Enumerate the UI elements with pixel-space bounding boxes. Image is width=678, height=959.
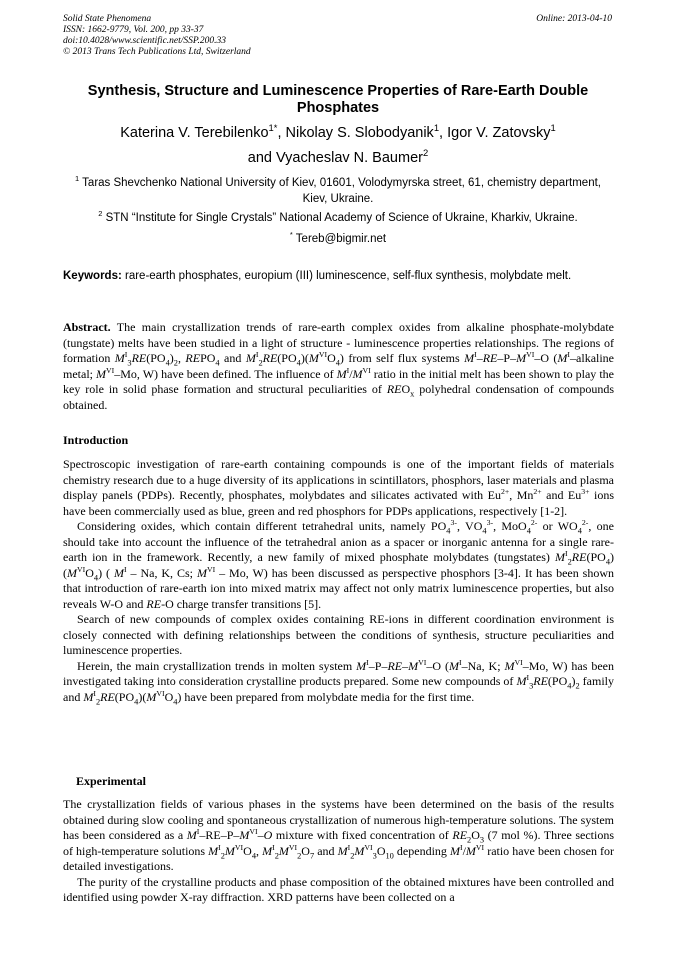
online-date bbox=[536, 14, 612, 25]
affiliation-1-text: Taras Shevchenko National University of Kiev, 01601, Volodymyrska street, 61, chemistry department, Kiev, Ukraine. bbox=[82, 177, 601, 205]
email-text[interactable]: Tereb@bigmir.net bbox=[295, 233, 387, 245]
introduction-text: Spectroscopic investigation of rare-earth containing compounds is one of the important fields of materials chemistry research due to a huge diversity of its applications in scintillators, phosphors, laser materials and plasma display panels (PDPs). Recently, phosphates, molybdates and silicates activated with $Eu^{2+}$, $Mn^{2+}$ and $Eu^{3+}$ ions have been commercially used as blue, green and red phosphors for PDPs applications, respectively [1-2]. Considering oxides, which contain different tetrahedral units, namely $PO_4^{3-}$, $VO_4^{3-}$, MoO$_4^{2-}$ or $WO_4^{2-}$, one should take into account the influence of the tetrahedral anion as a spacer or inorganic antenna for a single rare-earth ion in the framework. Recently, a new family of mixed phosphate molybdates (tungstates) $M^I_2RE(PO_4)(M^{VI}O_4)$ ( $M^I$ – Na, K, Cs; $M^{VI}$ – Mo, W) has been discussed as perspective phosphors [3-4]. It has been shown that introduction of rare-earth ion into mixed matrix may affect not only matrix luminescence properties, but also reveals W-O and RE-O charge transfer transitions [5]. Search of new compounds of complex oxides containing RE-ions in different coordination environment is closely connected with defining relationships between the conditions of synthesis, structure peculiarities and luminescence properties. Herein, the main crystallization trends in molten system $M^I-P-RE-M^{VI}-O$ ($M^I-Na$, K; $M^{VI}-Mo$, W) has been investigated taking into consideration crystalline products prepared. Some new compounds of $M^I_3RE(PO_4)_2$ family and $M^I_2RE(PO_4)(M^{VI}O_4)$ have been prepared from molybdate media for the first time. bbox=[63, 457, 615, 706]
affiliation-1 bbox=[63, 175, 613, 207]
paper-title: Synthesis, Structure and Luminescence Properties of Rare-Earth Double Phosphates bbox=[87, 83, 589, 116]
author-2-sup: 1 bbox=[433, 122, 440, 134]
corresponding-email bbox=[63, 231, 613, 247]
doi[interactable]: doi:10.4028/www.scientific.net/SSP.200.33 bbox=[63, 36, 226, 46]
abstract-label: Abstract. bbox=[63, 320, 111, 334]
affiliation-2 bbox=[63, 210, 613, 226]
journal-header bbox=[63, 14, 251, 58]
email-sup: * bbox=[289, 230, 293, 240]
issn: ISSN: 1662-9779, Vol. 200, pp 33-37 bbox=[63, 25, 204, 35]
affiliation-1-sup: 1 bbox=[75, 174, 80, 184]
section-heading-experimental: Experimental bbox=[76, 774, 146, 788]
author-1-sup: 1* bbox=[268, 122, 278, 134]
online-date-text: Online: 2013-04-10 bbox=[536, 14, 612, 24]
keywords bbox=[63, 268, 613, 284]
author-and: and bbox=[247, 150, 272, 166]
keywords-text: rare-earth phosphates, europium (III) luminescence, self-flux synthesis, molybdate melt. bbox=[125, 270, 572, 282]
experimental-text: The crystallization fields of various phases in the systems have been determined on the basis of the results obtained during slow cooling and spontaneous crystallization of numerous high-temperature solutions. The system has been considered as a $M^I-RE-P-M^{VI}-O$ mixture with fixed concentration of $RE_2O_3$ (7 mol %). Three sections of high-temperature solutions $M^I_2M^{VI}O_4$, $M^I_2M^{VI}_2O_7$ and $M^I_2M^{VI}_3O_{10}$ depending $M^I/M^{VI}$ ratio have been chosen for detailed investigations. The purity of the crystalline products and phase composition of the obtained mixtures have been controlled and identified using powder X-ray diffraction. XRD patterns have been collected on a bbox=[63, 797, 615, 904]
author-4: Vyacheslav N. Baumer bbox=[276, 150, 423, 166]
author-list: Katerina V. Terebilenko$^{1*}$, Nikolay S. Slobodyanik$^1$, Igor V. Zatovsky$^1$ and Vyacheslav N. Baumer$^2$ bbox=[120, 122, 556, 166]
author-1: Katerina V. Terebilenko bbox=[120, 125, 269, 141]
author-2: Nikolay S. Slobodyanik bbox=[285, 125, 434, 141]
affiliation-2-sup: 2 bbox=[98, 209, 103, 219]
abstract: Abstract. The main crystallization trends of rare-earth complex oxides from alkaline phosphate-molybdate (tungstate) melts have been studied in a light of structure - luminescence properties relationships. The regions of formation $M^I_3RE(PO_4)_2$, $REPO_4$ and $M^I_2RE(PO_4)(M^{VI}O_4)$ from self flux systems $M^I-RE-P-M^{VI}-O$ ($M^I$–alkaline metal; $M^{VI}-Mo$, W) have been defined. The influence of $M^I/M^{VI}$ ratio in the initial melt has been shown to play the key role in solid phase formation and structural peculiarities of $REO_x$ polyhedral condensation of compounds obtained. bbox=[63, 320, 615, 412]
section-heading-introduction: Introduction bbox=[63, 433, 129, 447]
keywords-label: Keywords: bbox=[63, 270, 122, 282]
copyright: © 2013 Trans Tech Publications Ltd, Switzerland bbox=[63, 47, 251, 57]
affiliation-2-text: STN “Institute for Single Crystals” National Academy of Science of Ukraine, Kharkiv, Ukraine. bbox=[105, 212, 578, 224]
author-3-sup: 1 bbox=[550, 122, 556, 134]
journal-name: Solid State Phenomena bbox=[63, 14, 152, 24]
author-4-sup: 2 bbox=[422, 147, 429, 159]
author-3: Igor V. Zatovsky bbox=[447, 125, 551, 141]
